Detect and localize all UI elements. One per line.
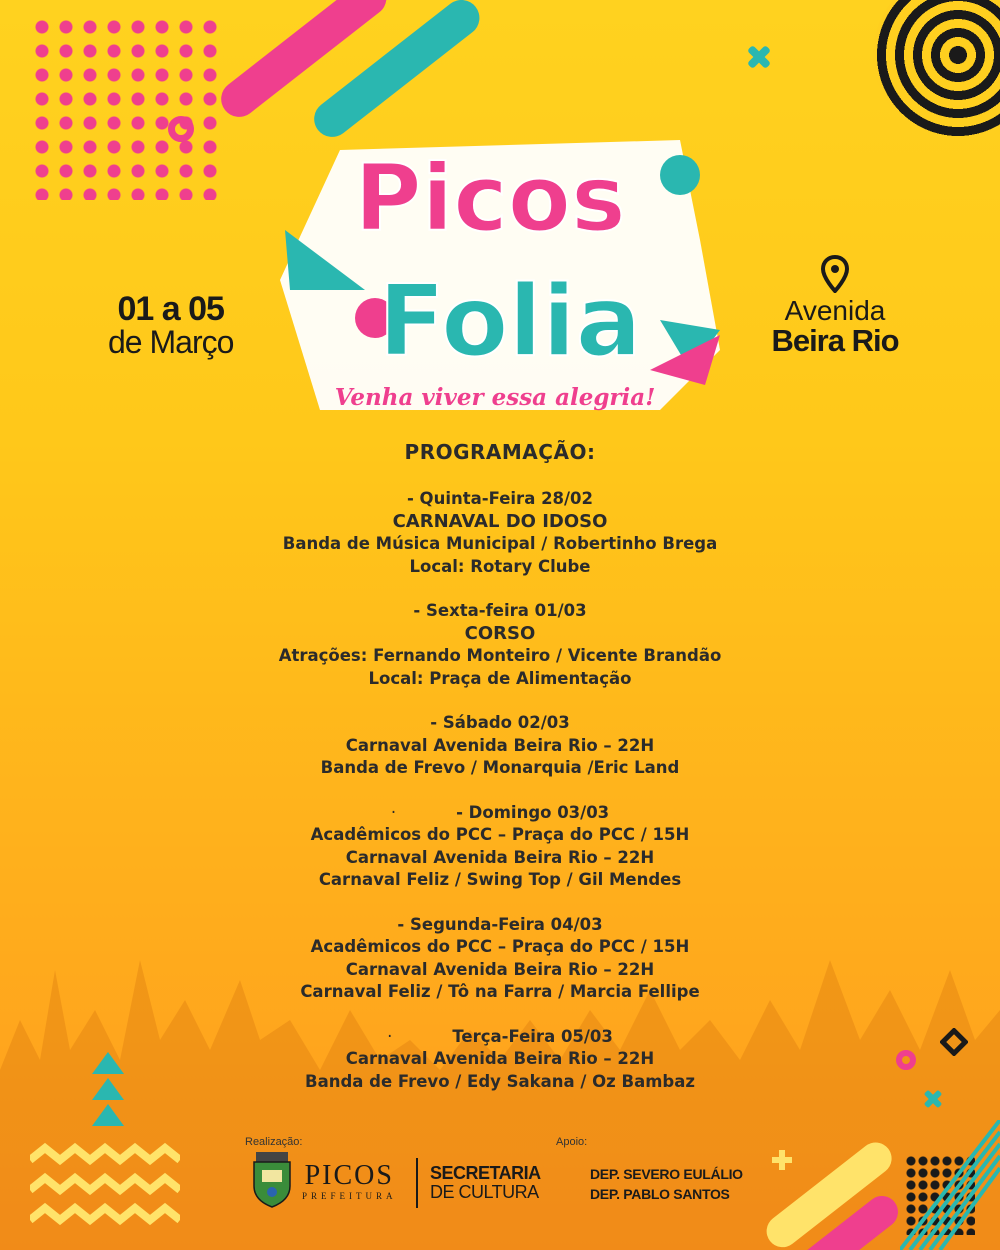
program-day xyxy=(150,712,850,780)
picos-folia-logo xyxy=(280,120,720,420)
bullet-mark: · xyxy=(390,802,397,822)
program-detail-line: Carnaval Avenida Beira Rio – 22H xyxy=(345,735,655,755)
program-day-label: - Segunda-Feira 04/03 xyxy=(397,914,603,934)
sponsor-1: DEP. SEVERO EULÁLIO xyxy=(590,1166,743,1182)
apoio-label: Apoio: xyxy=(556,1136,588,1148)
program-detail-line: Carnaval Feliz / Tô na Farra / Marcia Fellipe xyxy=(300,982,700,1001)
prefeitura-name: PICOS xyxy=(304,1160,394,1191)
footer-divider xyxy=(416,1158,418,1208)
program-detail-line: Local: Rotary Clube xyxy=(409,556,591,576)
sponsors xyxy=(590,1164,743,1204)
location-line-1: Avenida xyxy=(784,295,886,326)
teal-diagonal-lines-decoration xyxy=(900,1120,1000,1250)
prefeitura-logo xyxy=(302,1162,397,1202)
event-dates xyxy=(108,292,233,358)
secretaria-logo xyxy=(430,1164,541,1202)
program-day xyxy=(150,488,850,578)
dates-line-2: de Março xyxy=(108,324,234,360)
prefeitura-sub: PREFEITURA xyxy=(302,1191,397,1201)
program-day xyxy=(150,802,850,892)
bullet-mark: · xyxy=(387,1026,393,1046)
title-line-2: Folia xyxy=(378,265,642,379)
program-detail-line: Banda de Frevo / Edy Sakana / Oz Bambaz xyxy=(305,1071,695,1091)
program-detail-line: Acadêmicos do PCC – Praça do PCC / 15H xyxy=(310,937,690,956)
program-day-label: - Sábado 02/03 xyxy=(430,713,570,732)
event-location xyxy=(765,255,905,356)
program-detail-line: Local: Praça de Alimentação xyxy=(368,668,632,688)
secretaria-line-1: SECRETARIA xyxy=(430,1163,541,1183)
program-detail-line: Carnaval Avenida Beira Rio – 22H xyxy=(345,847,655,867)
program-detail-line: Acadêmicos do PCC – Praça do PCC / 15H xyxy=(310,825,690,844)
coat-of-arms-logo xyxy=(250,1152,294,1208)
program-day-title xyxy=(150,1026,850,1049)
realizacao-label: Realização: xyxy=(245,1136,303,1148)
dates-line-1: 01 a 05 xyxy=(117,290,224,328)
program-detail-line: CORSO xyxy=(464,622,536,644)
program-detail-line: Banda de Frevo / Monarquia /Eric Land xyxy=(320,758,680,777)
yellow-zigzag-decoration xyxy=(30,1140,180,1235)
title-line-1: Picos xyxy=(354,145,626,252)
pink-ring-decoration-small xyxy=(896,1050,916,1070)
concentric-circles-decoration xyxy=(873,0,1000,140)
program-day-title xyxy=(150,712,850,735)
program-schedule xyxy=(150,440,850,1115)
map-pin-icon xyxy=(821,255,849,293)
program-days xyxy=(150,488,850,1093)
program-day xyxy=(150,914,850,1004)
program-detail-line: Carnaval Avenida Beira Rio – 22H xyxy=(345,959,655,979)
sponsor-2: DEP. PABLO SANTOS xyxy=(590,1186,730,1202)
program-detail-line: Atrações: Fernando Monteiro / Vicente Brandão xyxy=(278,646,722,665)
teal-cross-decoration xyxy=(744,42,774,72)
pink-ring-decoration xyxy=(168,116,194,142)
program-detail-line: Banda de Música Municipal / Robertinho Brega xyxy=(282,534,718,553)
program-day-title xyxy=(150,914,850,937)
secretaria-line-2: DE CULTURA xyxy=(430,1182,539,1202)
program-heading: PROGRAMAÇÃO: xyxy=(404,440,596,464)
program-detail-line: Carnaval Feliz / Swing Top / Gil Mendes xyxy=(318,870,682,889)
program-day-label: - Sexta-feira 01/03 xyxy=(413,601,587,620)
program-day-title xyxy=(150,488,850,511)
program-day-label: - Quinta-Feira 28/02 xyxy=(406,489,594,508)
program-detail-line: CARNAVAL DO IDOSO xyxy=(392,510,608,532)
pink-dot-pattern xyxy=(30,15,220,200)
program-day-title xyxy=(150,802,850,825)
program-day-title xyxy=(150,600,850,623)
program-day xyxy=(150,1026,850,1094)
yellow-plus-decoration xyxy=(772,1150,792,1170)
slogan: Venha viver essa alegria! xyxy=(334,384,656,411)
teal-triangles-decoration xyxy=(90,1050,126,1130)
program-day-label: - Domingo 03/03 xyxy=(456,802,610,822)
program-detail-line: Carnaval Avenida Beira Rio – 22H xyxy=(345,1049,655,1068)
location-line-2: Beira Rio xyxy=(771,323,899,358)
teal-cross-decoration-small xyxy=(922,1088,944,1110)
program-day xyxy=(150,600,850,690)
black-diamond-decoration xyxy=(940,1028,968,1056)
program-day-label: Terça-Feira 05/03 xyxy=(452,1026,613,1046)
